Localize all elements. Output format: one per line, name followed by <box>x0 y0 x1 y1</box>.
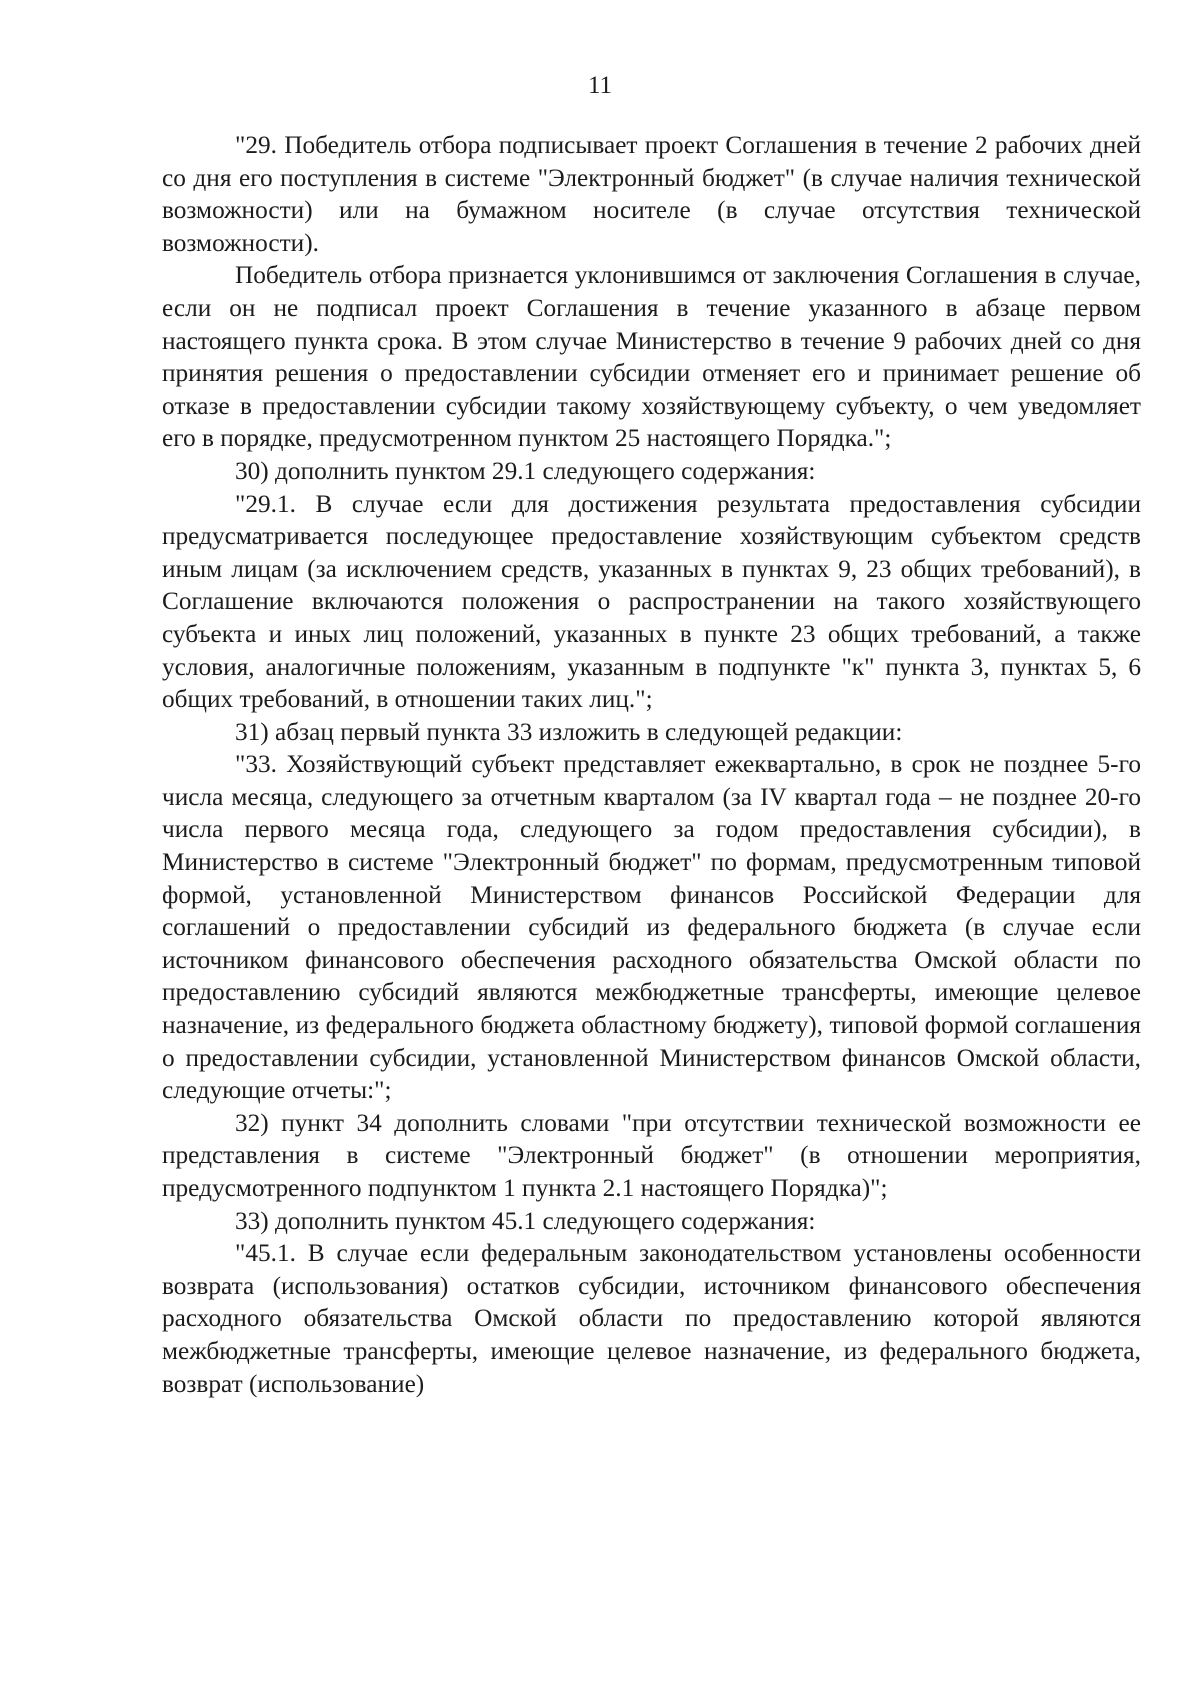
paragraph-amendment-31: 31) абзац первый пункта 33 изложить в следующей редакции: <box>235 717 903 746</box>
paragraph-amendment-32: 32) пункт 34 дополнить словами "при отсутствии технической возможности ее представления в системе "Электронный бюджет" (в отношении мероприятия, предусмотренного подпунктом 1 пункта 2.1 настоящего Порядка)"; <box>162 1108 1141 1202</box>
paragraph-point-29: "29. Победитель отбора подписывает проект Соглашения в течение 2 рабочих дней со дня его поступления в системе "Электронный бюджет" (в случае наличия технической возможности) или на бумажном носителе (в случае отсутствия технической возможности). <box>162 131 1141 257</box>
paragraph-point-45-1: "45.1. В случае если федеральным законодательством установлены особенности возврата (использования) остатков субсидии, источником финансового обеспечения расходного обязательства Омской области по предоставлению которой являются межбюджетные трансферты, имеющие целевое назначение, из федерального бюджета, возврат (использование) <box>162 1239 1141 1398</box>
page-number: 11 <box>587 72 613 99</box>
paragraph-point-33: "33. Хозяйствующий субъект представляет ежеквартально, в срок не позднее 5-го числа месяца, следующего за отчетным кварталом (за IV квартал года – не позднее 20-го числа первого месяца года, следующего за годом предоставления субсидии), в Министерство в системе "Электронный бюджет" по формам, предусмотренным типовой формой, установленной Министерством финансов Российской Федерации для соглашений о предоставлении субсидий из федерального бюджета (в случае если источником финансового обеспечения расходного обязательства Омской области по предоставлению субсидий являются межбюджетные трансферты, имеющие целевое назначение, из федерального бюджета областному бюджету), типовой формой соглашения о предоставлении субсидии, установленной Министерством финансов Омской области, следующие отчеты:"; <box>162 750 1141 1105</box>
paragraph-amendment-30: 30) дополнить пунктом 29.1 следующего содержания: <box>235 456 816 485</box>
document-body <box>162 129 1141 1400</box>
paragraph-point-29-1: "29.1. В случае если для достижения результата предоставления субсидии предусматривается последующее предоставление хозяйствующим субъектом средств иным лицам (за исключением средств, указанных в пунктах 9, 23 общих требований), в Соглашение включаются положения о распространении на такого хозяйствующего субъекта и иных лиц положений, указанных в пункте 23 общих требований, а также условия, аналогичные положениям, указанным в подпункте "к" пункта 3, пунктах 5, 6 общих требований, в отношении таких лиц."; <box>162 489 1141 714</box>
paragraph-point-29-evasion: Победитель отбора признается уклонившимся от заключения Соглашения в случае, если он не подписал проект Соглашения в течение указанного в абзаце первом настоящего пункта срока. В этом случае Министерство в течение 9 рабочих дней со дня принятия решения о предоставлении субсидии отменяет его и принимает решение об отказе в предоставлении субсидии такому хозяйствующему субъекту, о чем уведомляет его в порядке, предусмотренном пунктом 25 настоящего Порядка."; <box>162 261 1141 453</box>
paragraph-amendment-33: 33) дополнить пунктом 45.1 следующего содержания: <box>235 1206 816 1235</box>
